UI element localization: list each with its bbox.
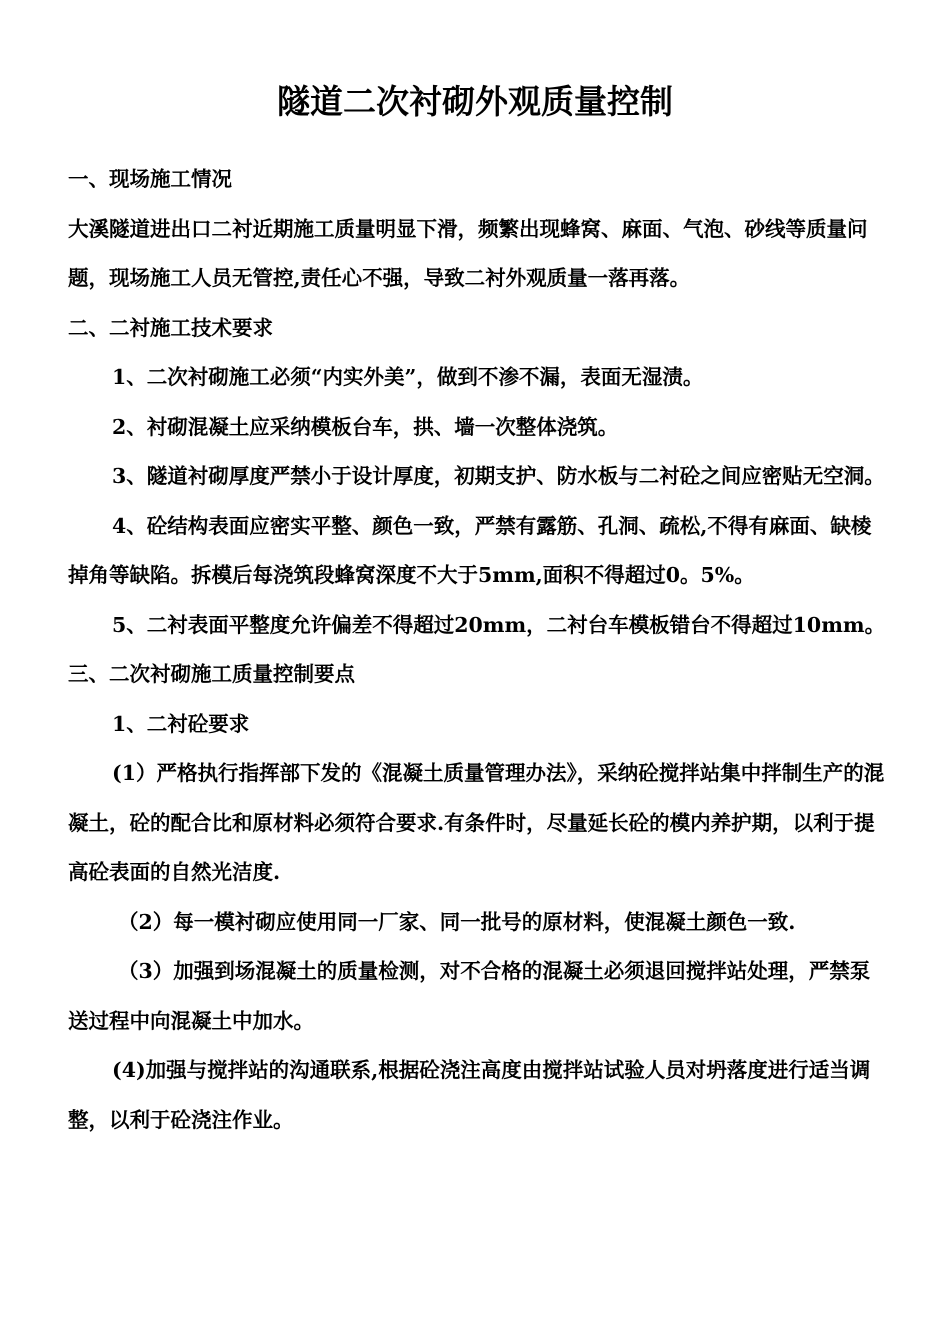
document-body [68,155,888,1145]
section-heading-technical-requirements: 二、二衬施工技术要求 [68,315,273,340]
paragraph-site-conditions: 大溪隧道进出口二衬近期施工质量明显下滑，频繁出现蜂窝、麻面、气泡、砂线等质量问题，现场施工人员无管控,责任心不强，导致二衬外观质量一落再落。 [68,216,868,290]
control-point-1: (1）严格执行指挥部下发的《混凝土质量管理办法》，采纳砼搅拌站集中拌制生产的混凝土，砼的配合比和原材料必须符合要求.有条件时，尽量延长砼的模内养护期，以利于提高砼表面的自然光洁度. [68,761,885,884]
section-heading-quality-control: 三、二次衬砌施工质量控制要点 [68,662,355,686]
requirement-item-5: 5、二衬表面平整度允许偏差不得超过20mm，二衬台车模板错台不得超过10mm。 [112,612,886,637]
requirement-item-4: 4、砼结构表面应密实平整、颜色一致，严禁有露筋、孔洞、疏松,不得有麻面、缺棱掉角等缺陷。拆模后每浇筑段蜂窝深度不大于5mm,面积不得超过0。5%。 [68,513,872,587]
subsection-heading-concrete: 1、二衬砼要求 [112,711,250,736]
control-point-2: （2）每一模衬砌应使用同一厂家、同一批号的原材料，使混凝土颜色一致. [118,909,796,934]
requirement-item-1: 1、二次衬砌施工必须“内实外美”，做到不渗不漏，表面无湿渍。 [112,365,704,389]
control-point-3: （3）加强到场混凝土的质量检测，对不合格的混凝土必须退回搅拌站处理，严禁泵送过程中向混凝土中加水。 [68,959,871,1033]
section-heading-site-conditions: 一、现场施工情况 [68,167,232,191]
document-title: 隧道二次衬砌外观质量控制 [277,82,673,121]
control-point-4: (4)加强与搅拌站的沟通联系,根据砼浇注高度由搅拌站试验人员对坍落度进行适当调整，以利于砼浇注作业。 [68,1058,871,1132]
requirement-item-3: 3、隧道衬砌厚度严禁小于设计厚度，初期支护、防水板与二衬砼之间应密贴无空洞。 [112,464,885,488]
requirement-item-2: 2、衬砌混凝土应采纳模板台车，拱、墙一次整体浇筑。 [112,414,619,439]
